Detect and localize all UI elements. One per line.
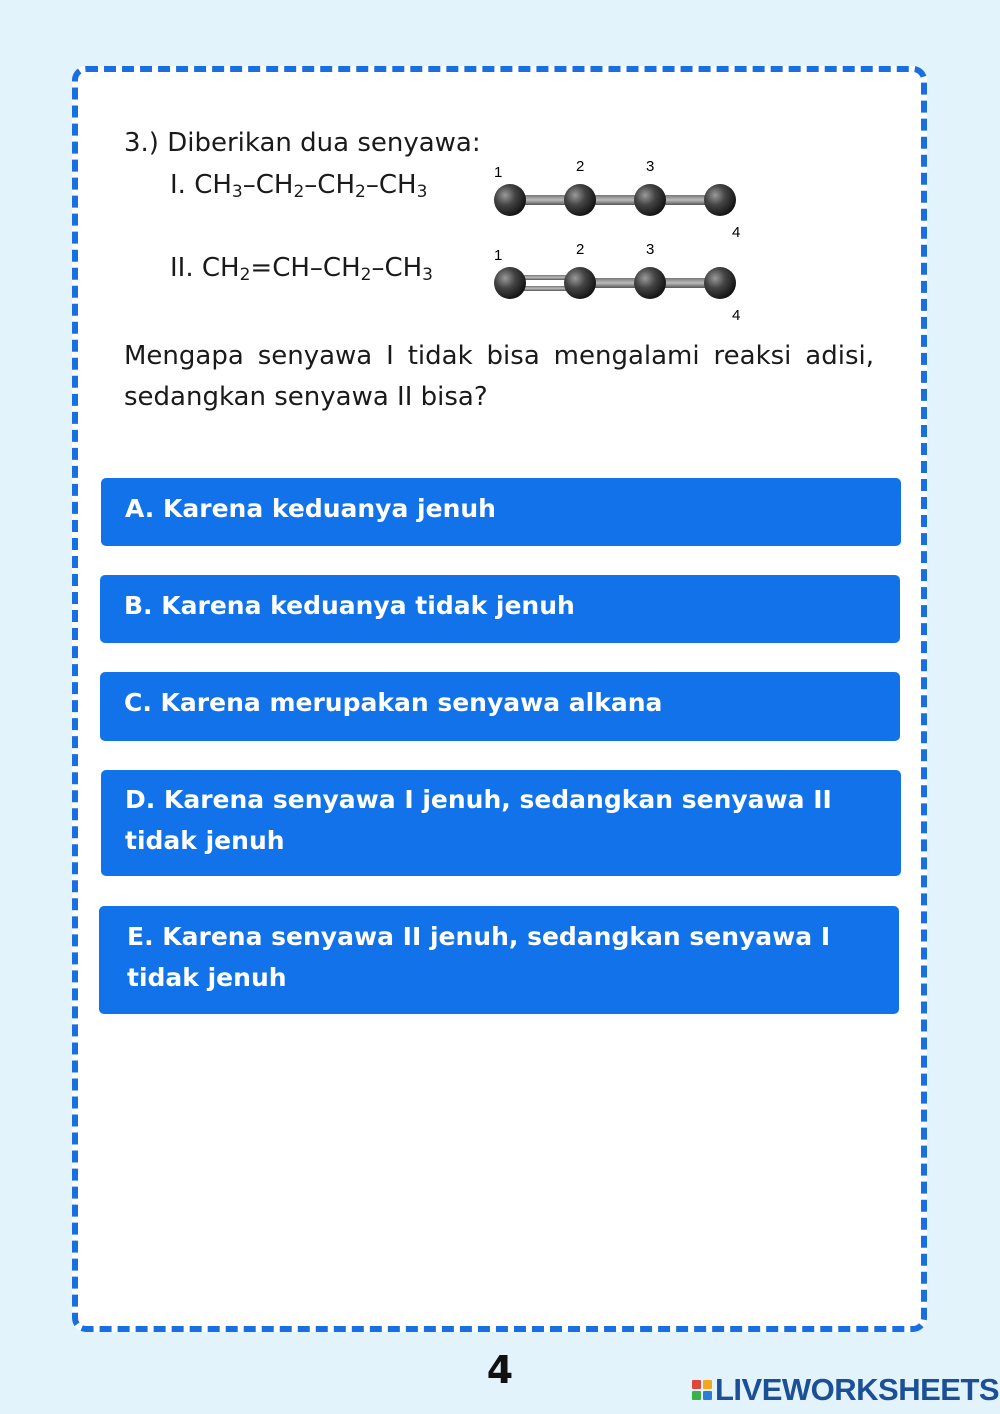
atom-number-3: 3: [646, 158, 655, 175]
atom-number-4: 4: [732, 224, 741, 240]
atom-number-4: 4: [732, 307, 741, 323]
carbon-atom-1: [494, 184, 526, 216]
atom-number-1: 1: [494, 164, 503, 181]
carbon-atom-4: [704, 184, 736, 216]
single-bond: [510, 195, 720, 205]
carbon-atom-2: [564, 267, 596, 299]
compound-1-formula: I. $CH_3-CH_2-CH_2-CH_3$: [170, 170, 428, 202]
atom-number-2: 2: [576, 241, 585, 258]
atom-number-1: 1: [494, 247, 503, 264]
atom-number-2: 2: [576, 158, 585, 175]
page-number: 4: [486, 1348, 514, 1392]
logo-text: LIVEWORKSHEETS: [715, 1372, 1000, 1407]
option-e-button[interactable]: E. Karena senyawa II jenuh, sedangkan senyawa I tidak jenuh: [99, 906, 899, 1014]
carbon-atom-1: [494, 267, 526, 299]
carbon-atom-4: [704, 267, 736, 299]
option-c-button[interactable]: C. Karena merupakan senyawa alkana: [100, 672, 900, 741]
compound-2-formula: II. $CH_2=CH-CH_2-CH_3$: [170, 253, 433, 285]
carbon-atom-3: [634, 184, 666, 216]
option-b-button[interactable]: B. Karena keduanya tidak jenuh: [100, 575, 900, 643]
carbon-atom-2: [564, 184, 596, 216]
question-text: Mengapa senyawa I tidak bisa mengalami reaksi adisi, sedangkan senyawa II bisa?: [124, 341, 874, 412]
option-d-button[interactable]: D. Karena senyawa I jenuh, sedangkan senyawa II tidak jenuh: [101, 770, 901, 876]
liveworksheets-logo[interactable]: [692, 1372, 999, 1408]
option-a-button[interactable]: A. Karena keduanya jenuh: [101, 478, 901, 546]
molecule-1-diagram: [486, 155, 746, 240]
molecule-2-diagram: [486, 238, 746, 323]
logo-grid-icon: [692, 1380, 712, 1400]
question-title: 3.) Diberikan dua senyawa:: [124, 128, 481, 158]
carbon-atom-3: [634, 267, 666, 299]
atom-number-3: 3: [646, 241, 655, 258]
